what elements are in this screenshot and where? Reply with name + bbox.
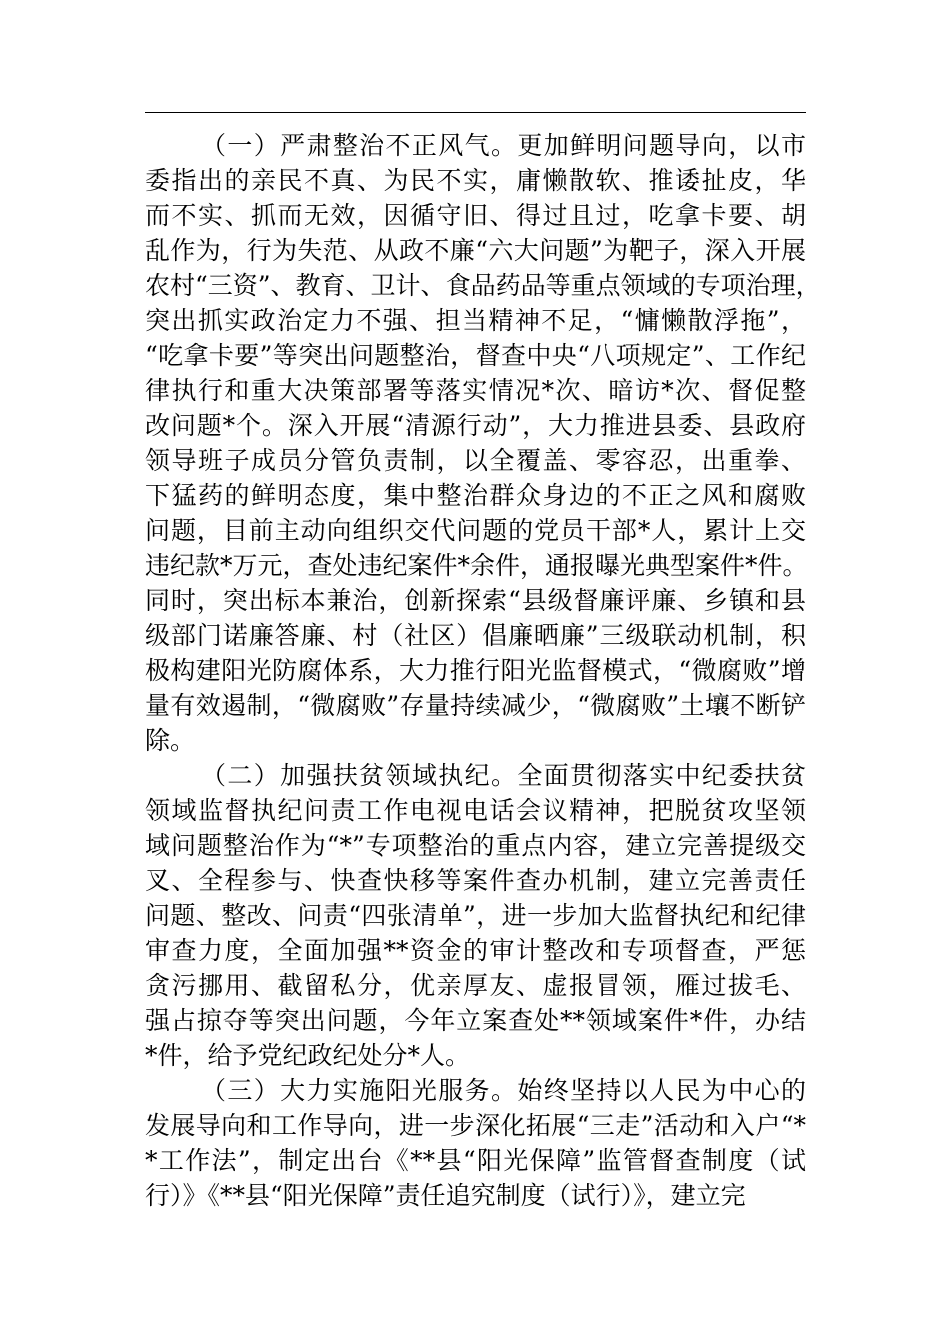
text-line: 叉、全程参与、快查快移等案件查办机制，建立完善责任 (145, 866, 806, 895)
text-line: 除。 (145, 726, 196, 755)
text-line: 下猛药的鲜明态度，集中整治群众身边的不正之风和腐败 (145, 481, 806, 510)
text-line: 突出抓实政治定力不强、担当精神不足，“慵懒散浮拖”， (145, 306, 806, 335)
text-line: 律执行和重大决策部署等落实情况*次、暗访*次、督促整 (145, 376, 806, 405)
text-line: *工作法”，制定出台《**县“阳光保障”监管督查制度（试 (145, 1146, 806, 1175)
text-line: 领导班子成员分管负责制，以全覆盖、零容忍，出重拳、 (145, 446, 806, 475)
text-line: 委指出的亲民不真、为民不实，庸懒散软、推诿扯皮，华 (145, 166, 806, 195)
text-line: 量有效遏制，“微腐败”存量持续减少，“微腐败”土壤不断铲 (145, 691, 806, 720)
document-body (145, 128, 821, 1213)
text-line: “吃拿卡要”等突出问题整治，督查中央“八项规定”、工作纪 (145, 341, 806, 370)
text-line: 乱作为，行为失范、从政不廉“六大问题”为靶子，深入开展 (145, 236, 806, 265)
text-line: 行）》《**县“阳光保障”责任追究制度（试行）》，建立完 (145, 1181, 746, 1210)
text-line: （一）严肃整治不正风气。更加鲜明问题导向，以市 (201, 131, 806, 160)
text-line: 发展导向和工作导向，进一步深化拓展“三走”活动和入户“* (145, 1111, 806, 1140)
text-line: 贪污挪用、截留私分，优亲厚友、虚报冒领，雁过拔毛、 (145, 971, 806, 1000)
text-line: 问题、整改、问责“四张清单”，进一步加大监督执纪和纪律 (145, 901, 806, 930)
text-line: 审查力度，全面加强**资金的审计整改和专项督查，严惩 (145, 936, 806, 965)
text-line: 改问题*个。深入开展“清源行动”，大力推进县委、县政府 (145, 411, 806, 440)
text-line: 而不实、抓而无效，因循守旧、得过且过，吃拿卡要、胡 (145, 201, 806, 230)
paragraph (145, 758, 806, 1073)
text-line: 领域监督执纪问责工作电视电话会议精神，把脱贫攻坚领 (145, 796, 806, 825)
text-line: 违纪款*万元，查处违纪案件*余件，通报曝光典型案件*件。 (145, 551, 808, 580)
text-line: 问题，目前主动向组织交代问题的党员干部*人，累计上交 (145, 516, 806, 545)
text-line: 同时，突出标本兼治，创新探索“县级督廉评廉、乡镇和县 (145, 586, 806, 615)
text-line: （三）大力实施阳光服务。始终坚持以人民为中心的 (201, 1076, 806, 1105)
paragraph (145, 128, 821, 758)
text-line: 域问题整治作为“*”专项整治的重点内容，建立完善提级交 (145, 831, 806, 860)
header-rule (145, 112, 806, 113)
text-line: 级部门诺廉答廉、村（社区）倡廉晒廉”三级联动机制，积 (145, 621, 806, 650)
text-line: 农村“三资”、教育、卫计、食品药品等重点领域的专项治理， (145, 271, 821, 300)
paragraph (145, 1073, 806, 1213)
text-line: 强占掠夺等突出问题，今年立案查处**领域案件*件，办结 (145, 1006, 806, 1035)
text-line: （二）加强扶贫领域执纪。全面贯彻落实中纪委扶贫 (201, 761, 806, 790)
text-line: 极构建阳光防腐体系，大力推行阳光监督模式，“微腐败”增 (145, 656, 806, 685)
text-line: *件，给予党纪政纪处分*人。 (145, 1041, 471, 1070)
